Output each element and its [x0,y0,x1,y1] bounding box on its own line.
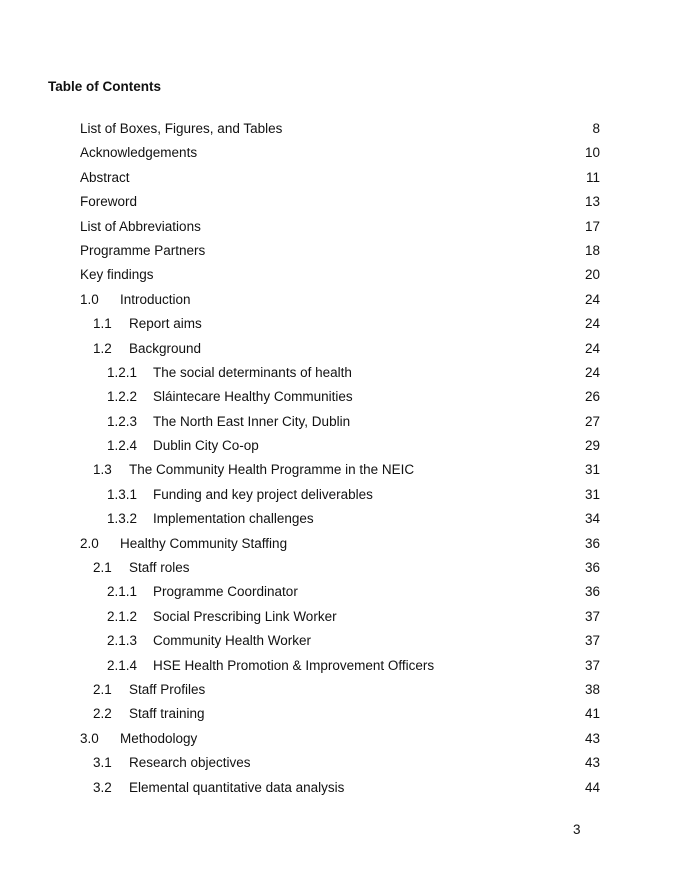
toc-entry-page: 36 [584,560,600,576]
toc-entry-title: Research objectives [129,755,251,771]
toc-entry-title: Implementation challenges [153,511,314,527]
page-title: Table of Contents [48,79,161,94]
toc-entry-page: 38 [584,681,600,697]
toc-entry-number: 2.1 [93,560,112,576]
toc-entry-page: 37 [584,633,600,649]
toc-entry-number: 2.1.3 [107,633,138,649]
toc-entry-page: 27 [584,413,600,429]
toc-entry-title: The North East Inner City, Dublin [153,413,351,429]
toc-entry-page: 31 [584,486,600,502]
toc-entry-title: Introduction [120,291,191,307]
toc-entry-page: 24 [584,364,600,380]
toc-entry-page: 41 [584,706,600,722]
toc-entry[interactable] [0,559,680,583]
toc-entry-number: 2.2 [93,706,112,722]
toc-entry-number: 1.2.1 [107,364,138,380]
toc-entry-number: 2.1.2 [107,608,138,624]
toc-entry-page: 8 [592,121,600,136]
toc-entry-page: 26 [584,389,600,405]
toc-entry-title: Dublin City Co-op [153,438,259,454]
toc-entry[interactable] [0,779,680,803]
toc-entry-number: 1.0 [80,291,99,307]
toc-entry[interactable] [0,291,680,315]
toc-entry[interactable] [0,388,680,412]
toc-entry[interactable] [0,120,680,144]
toc-entry-title: The social determinants of health [153,364,352,380]
toc-entry-page: 37 [584,608,600,624]
toc-entry-title: Community Health Worker [153,633,312,649]
toc-entry-page: 44 [584,779,600,795]
toc-entry-title: Report aims [129,316,202,332]
toc-entry-title: Methodology [120,730,198,746]
toc-entry-page: 17 [584,218,600,234]
toc-entry-title: Staff training [129,706,205,722]
toc-entry[interactable] [0,461,680,485]
toc-entry-page: 18 [584,242,600,258]
toc-entry-page: 20 [584,267,600,283]
toc-entry-number: 1.3 [93,462,112,478]
toc-entry[interactable] [0,315,680,339]
toc-entry[interactable] [0,266,680,290]
toc-entry-title: Key findings [80,267,154,283]
toc-entry[interactable] [0,340,680,364]
toc-entry-title: Staff roles [129,560,190,576]
toc-entry-title: Programme Coordinator [153,584,298,600]
toc-entry-number: 2.1.4 [107,657,138,673]
toc-entry[interactable] [0,583,680,607]
toc-entry[interactable] [0,510,680,534]
toc-entry[interactable] [0,218,680,242]
toc-entry[interactable] [0,730,680,754]
toc-entry-page: 10 [584,145,600,161]
toc-entry[interactable] [0,657,680,681]
toc-entry-title: The Community Health Programme in the NEIC [129,462,415,478]
toc-entry-number: 2.0 [80,535,99,551]
toc-entry-title: HSE Health Promotion & Improvement Officers [153,657,435,673]
toc-entry-page: 24 [584,340,600,356]
toc-entry[interactable] [0,144,680,168]
toc-entry-page: 11 [585,169,600,185]
toc-entry-page: 24 [584,291,600,307]
toc-entry-number: 2.1 [93,681,112,697]
toc-entry-title: Healthy Community Staffing [120,535,288,551]
toc-entry[interactable] [0,681,680,705]
toc-entry-number: 1.2.3 [107,413,138,429]
toc-entry-number: 3.2 [93,779,112,795]
toc-entry-title: Abstract [80,169,130,185]
toc-entry-page: 43 [584,730,600,746]
toc-entry[interactable] [0,535,680,559]
toc-entry-number: 2.1.1 [107,584,138,600]
toc-entry-title: List of Abbreviations [80,218,201,234]
toc-entry[interactable] [0,754,680,778]
toc-entry-title: Foreword [80,194,138,210]
toc-entry-number: 1.3.2 [107,511,138,527]
toc-entry-page: 36 [584,535,600,551]
toc-entry-title: Background [129,340,202,356]
toc-entry-page: 29 [584,438,600,454]
toc-entry-number: 1.2.4 [107,438,138,454]
toc-entry[interactable] [0,193,680,217]
toc-entry-page: 13 [584,194,600,210]
toc-entry-title: Acknowledgements [80,145,198,161]
toc-entry-title: Staff Profiles [129,681,206,697]
toc-entry-title: Social Prescribing Link Worker [153,608,337,624]
toc-entry-title: Funding and key project deliverables [153,486,373,502]
toc-entry-number: 1.2 [93,340,112,356]
toc-entry-page: 37 [584,657,600,673]
toc-entry-page: 31 [584,462,600,478]
toc-entry-number: 1.3.1 [107,486,138,502]
toc-entry-number: 3.1 [93,755,112,771]
toc-entry-title: Programme Partners [80,242,206,258]
table-of-contents [0,120,680,803]
toc-entry[interactable] [0,364,680,388]
toc-entry-page: 43 [584,755,600,771]
toc-entry[interactable] [0,632,680,656]
toc-entry-page: 24 [584,316,600,332]
toc-entry[interactable] [0,413,680,437]
toc-entry[interactable] [0,437,680,461]
toc-entry[interactable] [0,705,680,729]
toc-entry-title: List of Boxes, Figures, and Tables [80,121,283,136]
toc-entry-number: 1.1 [93,316,112,332]
toc-entry-number: 3.0 [80,730,99,746]
toc-entry-title: Sláintecare Healthy Communities [153,389,353,405]
toc-entry[interactable] [0,169,680,193]
toc-entry-page: 36 [584,584,600,600]
toc-entry[interactable] [0,608,680,632]
toc-entry-page: 34 [584,511,600,527]
toc-entry-title: Elemental quantitative data analysis [129,779,345,795]
toc-entry[interactable] [0,242,680,266]
page-number: 3 [573,822,581,837]
toc-entry-number: 1.2.2 [107,389,138,405]
toc-entry[interactable] [0,486,680,510]
